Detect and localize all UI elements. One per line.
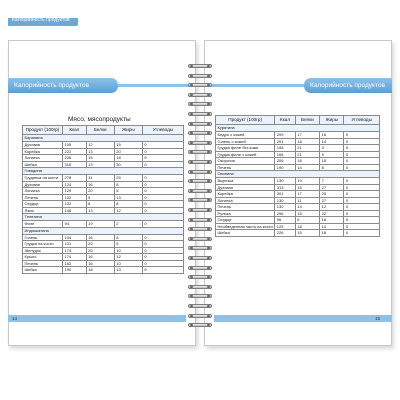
table-cell: 0 — [344, 191, 380, 198]
table-cell: 6 — [295, 217, 319, 224]
table-cell: 11 — [295, 197, 319, 204]
table-cell: 162 — [63, 260, 87, 267]
table-cell: 27 — [320, 184, 344, 191]
left-header-band — [8, 78, 118, 93]
left-header-strip — [118, 84, 196, 87]
table-cell: 0 — [344, 138, 380, 145]
table-cell: Грудка филе без кожи — [216, 145, 275, 152]
spiral-ring — [186, 246, 214, 251]
right-nutrition-table — [215, 115, 380, 237]
spiral-ring — [186, 198, 214, 203]
group-label: Свинина — [216, 171, 380, 178]
table-cell: 206 — [275, 158, 295, 165]
table-cell: 124 — [63, 181, 87, 188]
table-cell: 146 — [63, 207, 87, 214]
top-tab — [8, 18, 78, 26]
table-cell: 226 — [275, 230, 295, 237]
table-cell: 105 — [63, 142, 87, 149]
table-group-row — [216, 125, 380, 132]
spiral-ring — [186, 285, 214, 290]
table-cell: Корейка — [216, 191, 275, 198]
table-group-row — [23, 214, 184, 221]
table-group-row — [23, 135, 184, 142]
spiral-binding — [186, 64, 214, 334]
spiral-ring — [186, 237, 214, 242]
spiral-ring — [186, 266, 214, 271]
table-cell: 13 — [86, 148, 114, 155]
table-cell: 0 — [344, 145, 380, 152]
table-row — [216, 230, 380, 237]
table-cell: 16 — [320, 217, 344, 224]
group-label: Баранина — [23, 135, 184, 142]
table-cell: 18 — [114, 155, 142, 162]
table-cell: 0 — [142, 234, 183, 241]
col-header-product: Продукт (100гр) — [23, 126, 63, 135]
col-header-product: Продукт (100гр) — [216, 116, 275, 125]
table-cell: 0 — [344, 230, 380, 237]
table-cell: 0 — [142, 148, 183, 155]
table-cell: 190 — [275, 164, 295, 171]
table-cell: Лопатка — [23, 188, 63, 195]
spiral-ring — [186, 275, 214, 280]
table-cell: Шейка — [23, 267, 63, 274]
spiral-ring — [186, 141, 214, 146]
spiral-ring — [186, 179, 214, 184]
table-cell: 222 — [63, 148, 87, 155]
table-cell: 0 — [344, 158, 380, 165]
table-cell: 0 — [344, 151, 380, 158]
table-cell: Грудка филе с кожей — [216, 151, 275, 158]
table-cell: Духовая — [216, 184, 275, 191]
table-cell: 132 — [63, 194, 87, 201]
section-title: Мясо, мясопродукты — [68, 116, 131, 123]
table-group-row — [216, 171, 380, 178]
table-cell: 12 — [86, 142, 114, 149]
table-cell: Грудинка на кости — [23, 175, 63, 182]
table-cell: Бедро с кожей — [216, 132, 275, 139]
spiral-ring — [186, 304, 214, 309]
top-tab-label: Калорийность продуктов — [12, 17, 70, 23]
table-cell: Желудок — [23, 247, 63, 254]
spiral-ring — [186, 208, 214, 213]
table-cell: 15 — [320, 158, 344, 165]
table-cell: 8 — [114, 201, 142, 208]
table-cell: 20 — [86, 247, 114, 254]
table-cell: 0 — [142, 155, 183, 162]
group-label: Телятина — [23, 214, 184, 221]
spiral-ring — [186, 160, 214, 165]
table-cell: Крыло — [23, 254, 63, 261]
spiral-ring — [186, 122, 214, 127]
spiral-ring — [186, 93, 214, 98]
table-cell: 226 — [63, 155, 87, 162]
table-cell: 0 — [142, 175, 183, 182]
table-cell: 0 — [142, 194, 183, 201]
table-cell: 20 — [86, 241, 114, 248]
table-cell: 14 — [295, 164, 319, 171]
table-cell: 0 — [344, 204, 380, 211]
table-cell: 2 — [114, 221, 142, 228]
table-cell: 8 — [114, 234, 142, 241]
table-cell: 132 — [63, 201, 87, 208]
table-cell: 16 — [86, 254, 114, 261]
table-cell: 18 — [295, 223, 319, 230]
table-cell: 16 — [86, 234, 114, 241]
table-cell: 12 — [114, 254, 142, 261]
spiral-ring — [186, 227, 214, 232]
table-cell: 27 — [320, 197, 344, 204]
table-cell: 18 — [295, 158, 319, 165]
table-cell: 130 — [275, 178, 295, 185]
table-cell: 15 — [295, 210, 319, 217]
table-cell: 166 — [275, 151, 295, 158]
table-cell: 129 — [63, 188, 87, 195]
col-header-fat: Жиры — [320, 116, 344, 125]
col-header-carbs: Углеводы — [344, 116, 380, 125]
table-cell: 256 — [275, 210, 295, 217]
table-cell: 130 — [275, 197, 295, 204]
table-cell: 20 — [114, 148, 142, 155]
table-cell: 30 — [114, 161, 142, 168]
table-cell: 174 — [63, 254, 87, 261]
spiral-ring — [186, 150, 214, 155]
table-cell: Сердце — [216, 217, 275, 224]
group-label: Курятина — [216, 125, 380, 132]
left-footer-band — [8, 315, 186, 322]
table-header-row — [216, 116, 380, 125]
table-cell: 9 — [320, 151, 344, 158]
table-cell: 12 — [320, 204, 344, 211]
table-cell: 14 — [320, 138, 344, 145]
spiral-ring — [186, 102, 214, 107]
table-cell: Сердце — [23, 201, 63, 208]
table-cell: 0 — [142, 260, 183, 267]
table-cell: 0 — [344, 132, 380, 139]
col-header-fat: Жиры — [114, 126, 142, 135]
table-cell: 313 — [275, 184, 295, 191]
table-cell: 0 — [344, 210, 380, 217]
table-cell: 25 — [320, 191, 344, 198]
table-cell: 94 — [63, 221, 87, 228]
table-cell: 5 — [114, 241, 142, 248]
col-header-kcal: Ккал — [63, 126, 87, 135]
table-cell: 7 — [320, 178, 344, 185]
spiral-ring — [186, 131, 214, 136]
table-cell: 8 — [114, 181, 142, 188]
table-cell: 130 — [275, 204, 295, 211]
spiral-ring — [186, 64, 214, 69]
table-cell: Голень — [23, 234, 63, 241]
table-cell: 13 — [114, 267, 142, 274]
table-cell: Духовая — [23, 181, 63, 188]
right-page-number: 15 — [375, 316, 381, 321]
table-cell: Шейка — [23, 161, 63, 168]
table-cell: 18 — [295, 138, 319, 145]
table-cell: Язык — [23, 207, 63, 214]
table-cell: 0 — [344, 178, 380, 185]
table-cell: Рулька — [216, 210, 275, 217]
table-group-row — [23, 168, 184, 175]
table-cell: 11 — [86, 175, 114, 182]
table-cell: Голень с кожей — [216, 138, 275, 145]
table-cell: Лопатка — [23, 155, 63, 162]
table-cell: Шейка — [216, 230, 275, 237]
left-nutrition-table — [22, 125, 184, 274]
spiral-ring — [186, 323, 214, 328]
table-cell: 10 — [114, 247, 142, 254]
table-header-row — [23, 126, 184, 135]
right-footer-band — [214, 315, 392, 322]
group-label: Индюшатина — [23, 227, 184, 234]
table-cell: 3 — [320, 145, 344, 152]
table-cell: 8 — [86, 201, 114, 208]
col-header-kcal: Ккал — [275, 116, 295, 125]
table-cell: 15 — [295, 230, 319, 237]
spiral-ring — [186, 170, 214, 175]
spiral-ring — [186, 294, 214, 299]
table-cell: 316 — [63, 161, 87, 168]
table-cell: 190 — [63, 267, 87, 274]
table-cell: 0 — [142, 181, 183, 188]
table-cell: 15 — [114, 142, 142, 149]
table-cell: 0 — [344, 217, 380, 224]
table-cell: 0 — [344, 223, 380, 230]
table-cell: 0 — [142, 254, 183, 261]
right-header-band — [304, 78, 392, 93]
table-cell: 16 — [320, 132, 344, 139]
table-cell: 134 — [63, 234, 87, 241]
table-cell: 14 — [295, 204, 319, 211]
table-cell: Грудка на кости — [23, 241, 63, 248]
table-cell: 10 — [114, 260, 142, 267]
table-cell: 16 — [86, 181, 114, 188]
col-header-carbs: Углеводы — [142, 126, 183, 135]
table-cell: 13 — [86, 207, 114, 214]
spiral-ring — [186, 83, 214, 88]
spiral-ring — [186, 218, 214, 223]
table-cell: 174 — [63, 247, 87, 254]
table-cell: 0 — [142, 267, 183, 274]
right-header-strip — [204, 84, 304, 87]
group-label: Говядина — [23, 168, 184, 175]
table-cell: Необведенная часть на кости — [217, 223, 273, 229]
table-cell: 13 — [86, 161, 114, 168]
table-cell: 12 — [114, 207, 142, 214]
left-page-number: 14 — [12, 316, 18, 321]
table-cell: 20 — [86, 188, 114, 195]
table-cell: 18 — [86, 267, 114, 274]
spiral-ring — [186, 189, 214, 194]
table-cell: 96 — [275, 217, 295, 224]
table-cell: 108 — [275, 145, 295, 152]
table-cell: 209 — [275, 132, 295, 139]
table-cell: 131 — [63, 241, 87, 248]
table-cell: 19 — [295, 178, 319, 185]
right-header-title: Калорийность продуктов — [310, 82, 385, 89]
table-cell: 0 — [344, 197, 380, 204]
table-cell: 0 — [142, 188, 183, 195]
table-row — [23, 267, 184, 274]
table-cell: 25 — [114, 175, 142, 182]
table-cell: 0 — [142, 221, 183, 228]
table-cell: Лопатка — [216, 197, 275, 204]
spiral-ring — [186, 74, 214, 79]
table-cell: 17 — [295, 191, 319, 198]
spiral-ring — [186, 314, 214, 319]
table-cell: 14 — [320, 223, 344, 230]
col-header-protein: Белки — [86, 126, 114, 135]
table-cell: 301 — [275, 191, 295, 198]
table-cell: 21 — [295, 151, 319, 158]
table-cell: 278 — [63, 175, 87, 182]
table-cell: 13 — [114, 194, 142, 201]
table-cell: 125 — [275, 223, 295, 230]
table-cell: 16 — [86, 260, 114, 267]
table-cell: Печень — [23, 260, 63, 267]
table-cell: 201 — [275, 138, 295, 145]
table-cell: Вырезка — [216, 178, 275, 185]
table-cell: 18 — [320, 230, 344, 237]
table-cell: 21 — [295, 145, 319, 152]
table-cell: 8 — [320, 164, 344, 171]
table-cell: 0 — [142, 201, 183, 208]
table-cell: Печень — [23, 194, 63, 201]
table-cell: 5 — [114, 188, 142, 195]
table-cell: 15 — [295, 184, 319, 191]
table-cell: 0 — [142, 142, 183, 149]
spiral-ring — [186, 256, 214, 261]
table-cell: Печень — [216, 204, 275, 211]
table-cell: 0 — [142, 207, 183, 214]
table-cell: 17 — [295, 132, 319, 139]
table-cell: Печень — [216, 164, 275, 171]
table-cell: Корейка — [23, 148, 63, 155]
table-cell: Духовая — [23, 142, 63, 149]
table-cell: 0 — [142, 247, 183, 254]
table-cell: 0 — [142, 161, 183, 168]
table-cell: 9 — [86, 194, 114, 201]
table-cell: 15 — [86, 155, 114, 162]
table-cell: Филе — [23, 221, 63, 228]
table-cell: 19 — [86, 221, 114, 228]
table-group-row — [23, 227, 184, 234]
left-header-title: Калорийность продуктов — [14, 82, 89, 89]
table-cell: 0 — [142, 241, 183, 248]
table-cell: 0 — [344, 184, 380, 191]
col-header-protein: Белки — [295, 116, 319, 125]
table-cell: Окорочок — [216, 158, 275, 165]
table-cell: 22 — [320, 210, 344, 217]
spiral-ring — [186, 112, 214, 117]
table-cell: 0 — [344, 164, 380, 171]
